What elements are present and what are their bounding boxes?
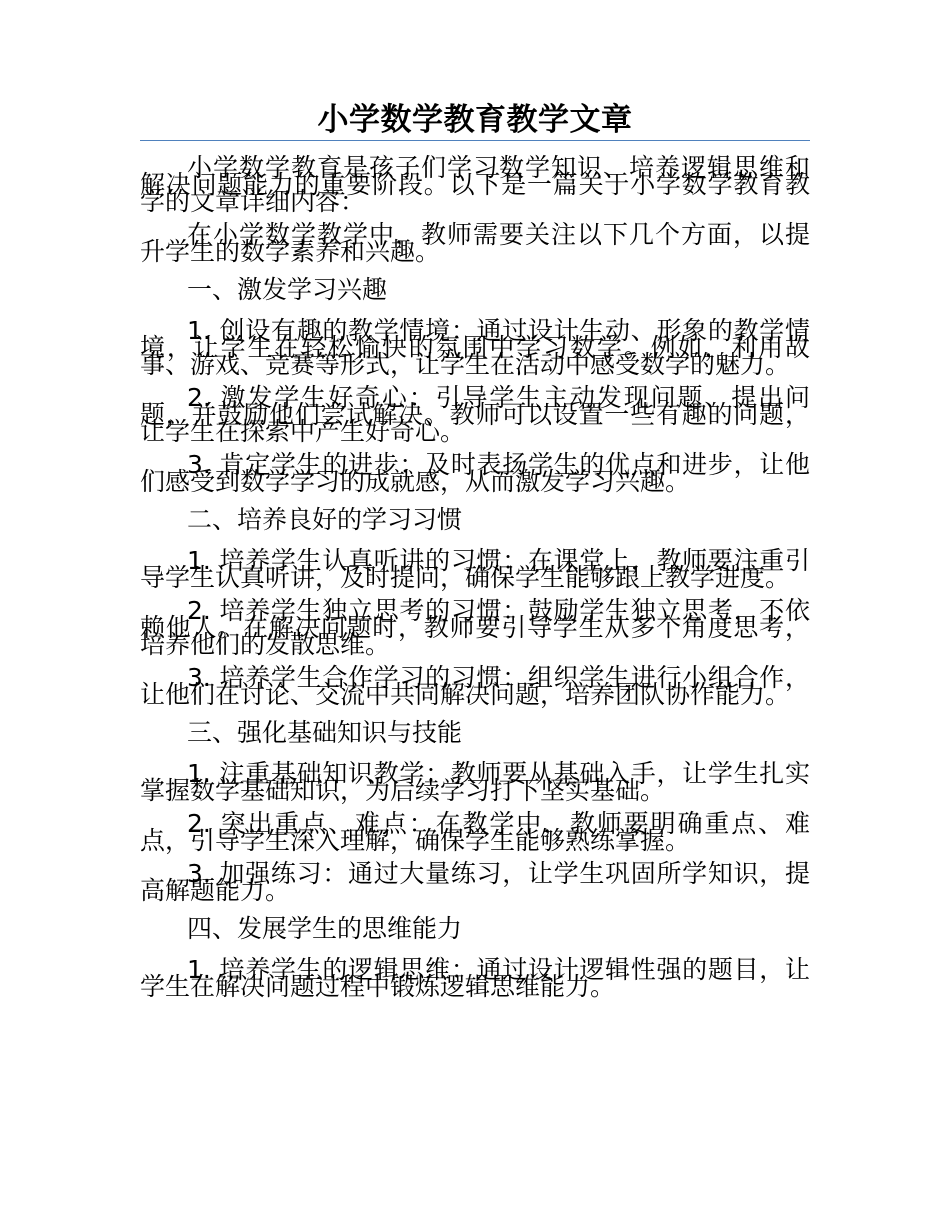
section-heading: 二、培养良好的学习习惯 <box>187 505 463 534</box>
section-heading: 三、强化基础知识与技能 <box>187 718 463 747</box>
paragraph: 1. 创设有趣的教学情境：通过设计生动、形象的教学情境，让学生在轻松愉快的氛围中学习数学。例如，利用故事、游戏、竞赛等形式，让学生在活动中感受数学的魅力。 <box>140 316 810 379</box>
paragraph: 2. 激发学生好奇心：引导学生主动发现问题、提出问题，并鼓励他们尝试解决。教师可以设置一些有趣的问题，让学生在探索中产生好奇心。 <box>140 383 810 446</box>
document-title: 小学数学教育教学文章 <box>317 102 633 138</box>
section-heading: 一、激发学习兴趣 <box>187 275 388 304</box>
section-heading: 四、发展学生的思维能力 <box>187 914 463 943</box>
title-underline <box>140 140 810 141</box>
paragraph: 1. 注重基础知识教学：教师要从基础入手，让学生扎实掌握数学基础知识，为后续学习打下坚实基础。 <box>140 759 810 805</box>
paragraph: 3. 肯定学生的进步：及时表扬学生的优点和进步，让他们感受到数学学习的成就感，从而激发学习兴趣。 <box>140 450 810 496</box>
paragraph: 2. 培养学生独立思考的习惯：鼓励学生独立思考，不依赖他人。在解决问题时，教师要引导学生从多个角度思考，培养他们的发散思维。 <box>140 596 810 659</box>
paragraph: 3. 加强练习：通过大量练习，让学生巩固所学知识，提高解题能力。 <box>140 859 810 905</box>
paragraph: 3. 培养学生合作学习的习惯：组织学生进行小组合作，让他们在讨论、交流中共同解决问题，培养团队协作能力。 <box>140 663 810 709</box>
document-page <box>140 100 810 1007</box>
paragraph: 在小学数学教学中，教师需要关注以下几个方面，以提升学生的数学素养和兴趣。 <box>140 220 810 266</box>
paragraph: 1. 培养学生的逻辑思维：通过设计逻辑性强的题目，让学生在解决问题过程中锻炼逻辑思维能力。 <box>140 955 810 1001</box>
paragraph: 小学数学教育是孩子们学习数学知识、培养逻辑思维和解决问题能力的重要阶段。以下是一篇关于小学数学教育教学的文章详细内容： <box>140 153 810 216</box>
paragraph: 2. 突出重点、难点：在教学中，教师要明确重点、难点，引导学生深入理解，确保学生能够熟练掌握。 <box>140 809 810 855</box>
paragraph: 1. 培养学生认真听讲的习惯：在课堂上，教师要注重引导学生认真听讲，及时提问，确保学生能够跟上教学进度。 <box>140 546 810 592</box>
